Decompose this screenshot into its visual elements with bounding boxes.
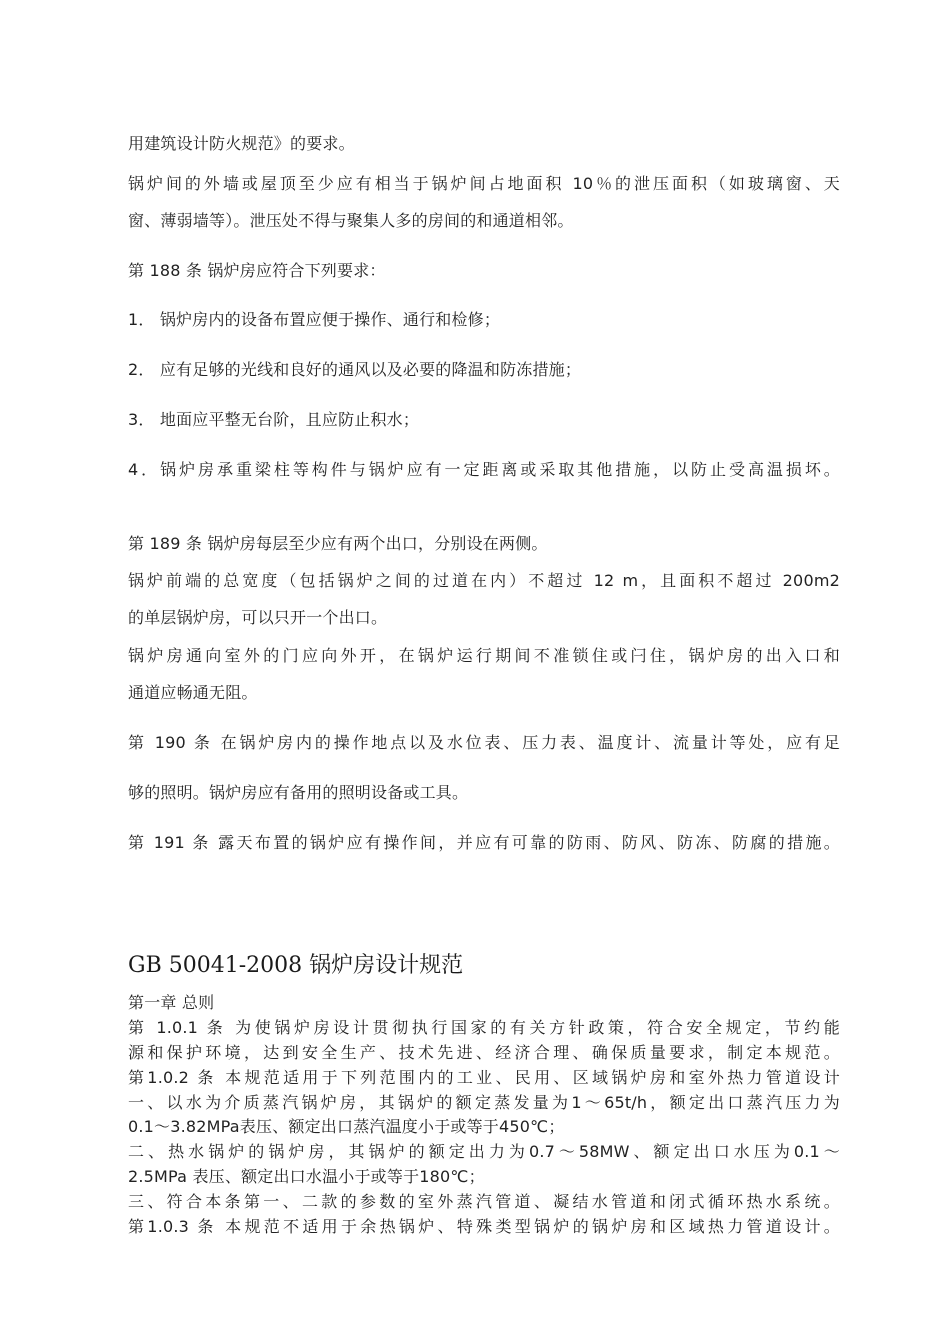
text-line: 用建筑设计防火规范》的要求。 (128, 134, 355, 153)
text-line: 第1.0.3 条 本规范不适用于余热锅炉、特殊类型锅炉的锅炉房和区域热力管道设计。 (128, 1217, 840, 1236)
text-line: 2.5MPa 表压、额定出口水温小于或等于180℃； (128, 1167, 485, 1186)
text-line: 第 1.0.1 条 为使锅炉房设计贯彻执行国家的有关方针政策，符合安全规定，节约能 (128, 1018, 840, 1037)
article-189-heading: 第 189 条 锅炉房每层至少应有两个出口，分别设在两侧。 (128, 534, 548, 553)
list-item: 2． 应有足够的光线和良好的通风以及必要的降温和防冻措施； (128, 360, 582, 379)
text-line: 锅炉房通向室外的门应向外开，在锅炉运行期间不准锁住或闩住，锅炉房的出入口和 (128, 646, 840, 665)
text-line: 的单层锅炉房，可以只开一个出口。 (128, 608, 388, 627)
list-item: 1． 锅炉房内的设备布置应便于操作、通行和检修； (128, 310, 501, 329)
chapter-heading: 第一章 总则 (128, 993, 215, 1012)
article-190-text: 第 190 条 在锅炉房内的操作地点以及水位表、压力表、温度计、流量计等处，应有足 (128, 733, 840, 752)
standard-title: GB 50041-2008 锅炉房设计规范 (128, 953, 464, 978)
text-line: 通道应畅通无阻。 (128, 683, 258, 702)
text-line: 一、以水为介质蒸汽锅炉房，其锅炉的额定蒸发量为1～65t/h，额定出口蒸汽压力为 (128, 1093, 840, 1112)
list-item: 4．锅炉房承重梁柱等构件与锅炉应有一定距离或采取其他措施，以防止受高温损坏。 (128, 460, 840, 479)
text-line: 锅炉前端的总宽度（包括锅炉之间的过道在内）不超过 12 m，且面积不超过 200m2 (128, 571, 840, 590)
text-line: 0.1～3.82MPa表压、额定出口蒸汽温度小于或等于450℃； (128, 1117, 565, 1136)
text-line: 第1.0.2 条 本规范适用于下列范围内的工业、民用、区域锅炉房和室外热力管道设计 (128, 1068, 840, 1087)
text-line: 二、热水锅炉的锅炉房，其锅炉的额定出力为0.7～58MW、额定出口水压为0.1～ (128, 1142, 840, 1161)
text-line: 够的照明。锅炉房应有备用的照明设备或工具。 (128, 783, 469, 802)
article-191-text: 第 191 条 露天布置的锅炉应有操作间，并应有可靠的防雨、防风、防冻、防腐的措施。 (128, 833, 840, 852)
text-line: 源和保护环境，达到安全生产、技术先进、经济合理、确保质量要求，制定本规范。 (128, 1043, 840, 1062)
list-item: 3． 地面应平整无台阶，且应防止积水； (128, 410, 420, 429)
text-line: 窗、薄弱墙等）。泄压处不得与聚集人多的房间的和通道相邻。 (128, 211, 574, 230)
text-line: 三、符合本条第一、二款的参数的室外蒸汽管道、凝结水管道和闭式循环热水系统。 (128, 1192, 840, 1211)
text-line: 锅炉间的外墙或屋顶至少应有相当于锅炉间占地面积 10％的泄压面积（如玻璃窗、天 (128, 174, 840, 193)
article-188-heading: 第 188 条 锅炉房应符合下列要求： (128, 261, 386, 280)
